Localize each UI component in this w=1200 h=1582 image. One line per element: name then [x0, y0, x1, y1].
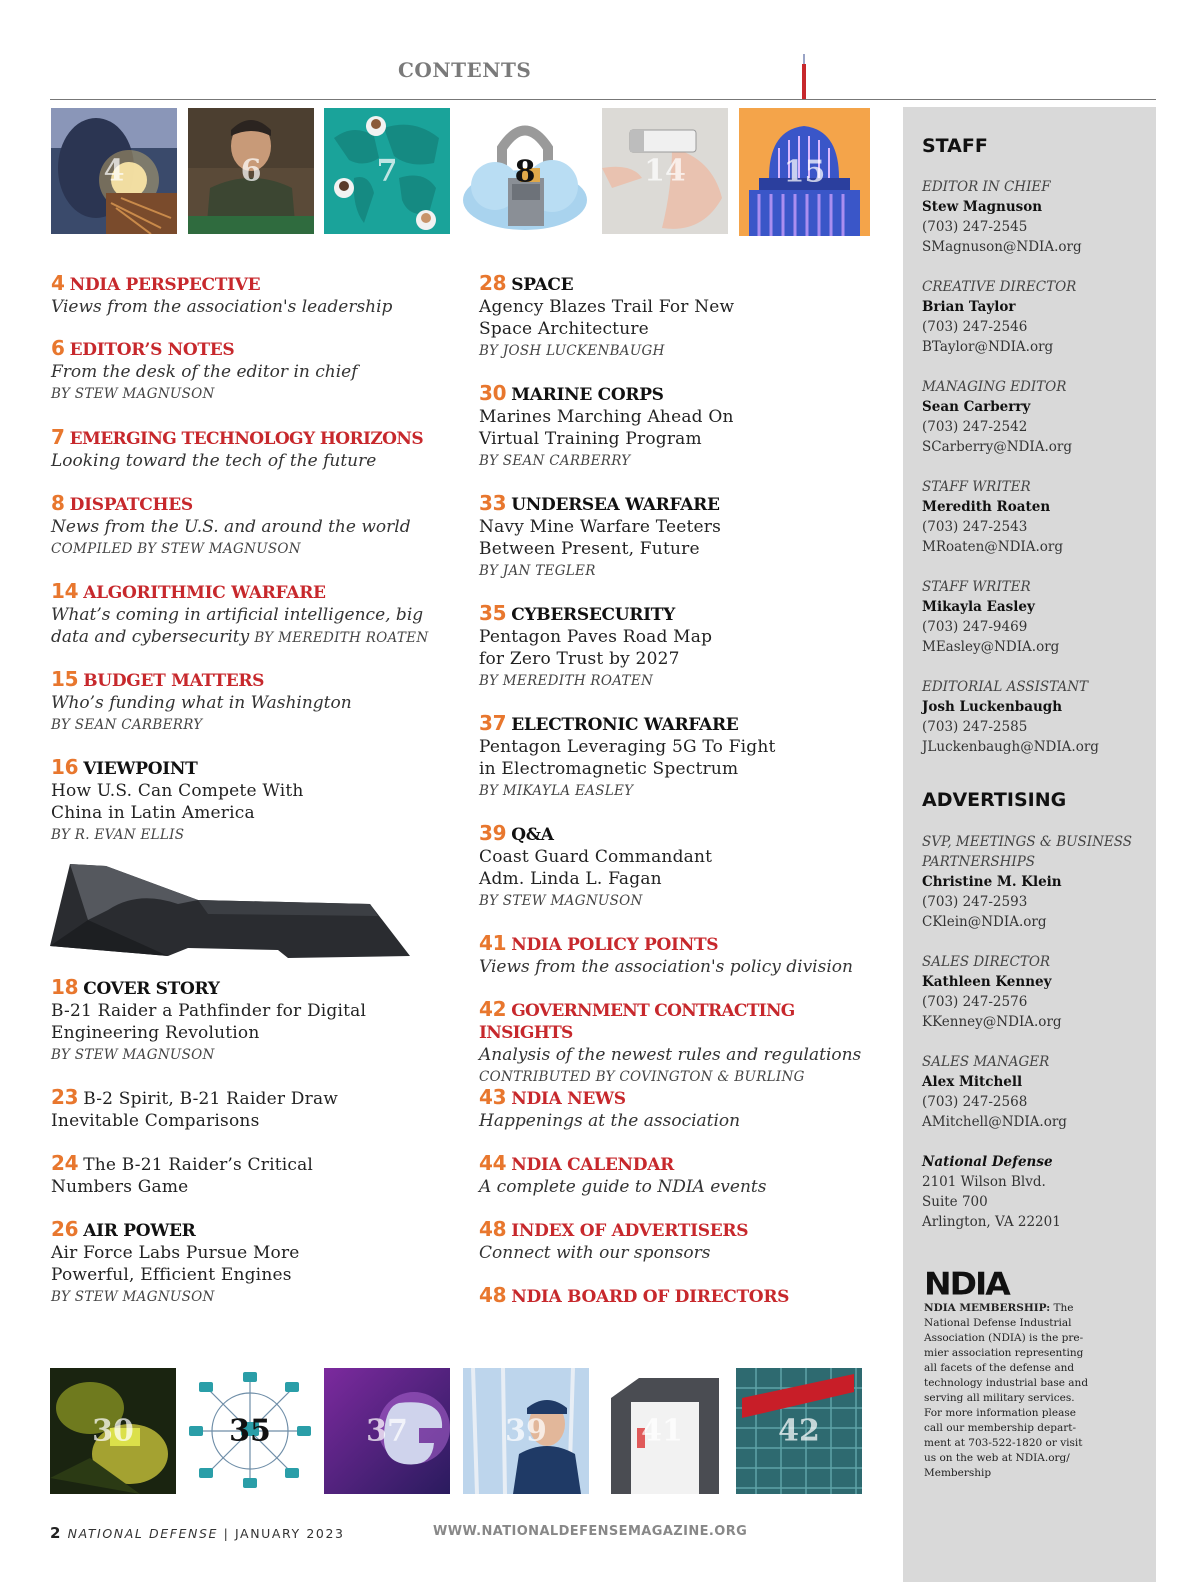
page-number: 42	[479, 997, 507, 1021]
section-title: VIEWPOINT	[83, 759, 198, 779]
staff-contact	[922, 477, 1150, 557]
page-number: 35	[479, 601, 507, 625]
staff-phone: (703) 247-9469	[922, 619, 1028, 635]
page-number: 39	[479, 821, 507, 845]
toc-entry[interactable]	[479, 998, 889, 1088]
membership-line: Membership	[924, 1467, 992, 1479]
thumb-vr-soldier[interactable]	[50, 1368, 176, 1494]
section-title: NDIA BOARD OF DIRECTORS	[511, 1287, 790, 1307]
staff-email[interactable]: MRoaten@NDIA.org	[922, 539, 1064, 555]
thumb-world-network[interactable]	[324, 108, 450, 234]
staff-email[interactable]: CKlein@NDIA.org	[922, 914, 1047, 930]
thumb-usb-drive[interactable]	[602, 108, 728, 234]
toc-entry[interactable]	[51, 492, 471, 560]
byline: BY R. EVAN ELLIS	[51, 827, 185, 843]
thumb-page-number: 6	[240, 153, 262, 189]
membership-line: For more information please	[924, 1407, 1076, 1419]
article-headline: Air Force Labs Pursue More	[51, 1243, 300, 1263]
article-headline: Pentagon Paves Road Map	[479, 627, 713, 647]
article-headline: Agency Blazes Trail For New	[479, 297, 735, 317]
toc-entry[interactable]	[479, 1086, 899, 1132]
page-number: 26	[51, 1217, 79, 1241]
page-number: 37	[479, 711, 507, 735]
section-title: EDITOR’S NOTES	[69, 340, 235, 360]
section-description: Looking toward the tech of the future	[51, 451, 377, 471]
staff-contact	[922, 577, 1150, 657]
staff-role: STAFF WRITER	[922, 479, 1031, 495]
section-title: COVER STORY	[83, 979, 220, 999]
advertising-contact	[922, 832, 1150, 932]
thumb-page-number: 35	[229, 1413, 271, 1449]
staff-email[interactable]: KKenney@NDIA.org	[922, 1014, 1062, 1030]
staff-contact	[922, 377, 1150, 457]
byline: BY JOSH LUCKENBAUGH	[479, 343, 665, 359]
staff-phone: (703) 247-2593	[922, 894, 1028, 910]
folio-magazine-name: NATIONAL DEFENSE	[67, 1526, 219, 1541]
byline: BY MEREDITH ROATEN	[254, 630, 429, 646]
section-description: From the desk of the editor in chief	[51, 362, 358, 382]
header-divider	[50, 99, 1156, 100]
staff-email[interactable]: JLuckenbaugh@NDIA.org	[922, 739, 1099, 755]
section-title: ELECTRONIC WARFARE	[511, 715, 739, 735]
thumb-page-number: 41	[641, 1413, 683, 1449]
thumb-cloud-lock[interactable]	[460, 108, 590, 236]
page-number: 14	[51, 579, 79, 603]
membership-line: ment at 703-522-1820 or visit	[924, 1437, 1083, 1449]
thumb-network[interactable]	[187, 1368, 313, 1494]
staff-name: Stew Magnuson	[922, 199, 1043, 215]
staff-name: Josh Luckenbaugh	[922, 699, 1063, 715]
address-line: 2101 Wilson Blvd.	[922, 1174, 1046, 1190]
folio-issue-date: JANUARY 2023	[234, 1526, 345, 1541]
article-headline: for Zero Trust by 2027	[479, 649, 680, 669]
thumb-page-number: 15	[783, 154, 826, 190]
thumb-capitol[interactable]	[739, 108, 870, 236]
section-title: MARINE CORPS	[511, 385, 664, 405]
toc-entry[interactable]	[479, 1218, 899, 1264]
staff-role: MANAGING EDITOR	[922, 379, 1067, 395]
section-description: Happenings at the association	[479, 1111, 741, 1131]
section-title: ALGORITHMIC WARFARE	[83, 583, 326, 603]
thumb-5g[interactable]	[324, 1368, 450, 1494]
staff-heading: STAFF	[922, 135, 988, 157]
staff-email[interactable]: MEasley@NDIA.org	[922, 639, 1060, 655]
staff-name: Brian Taylor	[922, 299, 1016, 315]
membership-line: us on the web at NDIA.org/	[924, 1452, 1070, 1464]
membership-line: mier association representing	[924, 1347, 1084, 1359]
byline: COMPILED BY STEW MAGNUSON	[51, 541, 301, 557]
thumb-page-number: 37	[366, 1413, 408, 1449]
staff-phone: (703) 247-2576	[922, 994, 1028, 1010]
section-description: What’s coming in artificial intelligence, big	[51, 605, 424, 625]
section-description: Views from the association's leadership	[51, 297, 393, 317]
page-number: 4	[51, 271, 65, 295]
folio	[50, 1524, 345, 1542]
staff-role: SALES MANAGER	[922, 1054, 1050, 1070]
page-number: 8	[51, 491, 65, 515]
thumb-portrait[interactable]	[188, 108, 314, 234]
membership-label: NDIA MEMBERSHIP:	[924, 1302, 1051, 1314]
staff-role: SALES DIRECTOR	[922, 954, 1051, 970]
section-description: Views from the association's policy division	[479, 957, 853, 977]
membership-line: Association (NDIA) is the pre-	[924, 1332, 1084, 1344]
mailing-address	[922, 1152, 1150, 1232]
byline: BY SEAN CARBERRY	[51, 717, 203, 733]
toc-entry[interactable]	[479, 1284, 899, 1308]
toc-entry[interactable]	[479, 382, 899, 472]
article-headline: Virtual Training Program	[479, 429, 702, 449]
staff-contact	[922, 177, 1150, 257]
thumb-page-number: 7	[376, 153, 398, 189]
thumb-huawei[interactable]	[736, 1368, 862, 1494]
section-title: Q&A	[511, 825, 554, 845]
section-title: NDIA POLICY POINTS	[511, 935, 719, 955]
staff-name: Sean Carberry	[922, 399, 1031, 415]
toc-entry[interactable]	[51, 1218, 471, 1308]
page-number: 24	[51, 1151, 79, 1175]
toc-entry[interactable]	[51, 426, 451, 472]
staff-role: CREATIVE DIRECTOR	[922, 279, 1077, 295]
page-number: 18	[51, 975, 79, 999]
staff-role: SVP, MEETINGS & BUSINESS	[922, 834, 1133, 850]
toc-entry[interactable]	[479, 602, 899, 692]
capitol-spire-icon	[800, 54, 808, 100]
toc-entry[interactable]	[51, 1086, 471, 1132]
page-number: 44	[479, 1151, 507, 1175]
page-number: 43	[479, 1085, 507, 1109]
byline: BY STEW MAGNUSON	[51, 386, 215, 402]
address-line: Suite 700	[922, 1194, 988, 1210]
page-number: 33	[479, 491, 507, 515]
section-title: SPACE	[511, 275, 574, 295]
section-description: Analysis of the newest rules and regulations	[479, 1045, 862, 1065]
thumb-page-number: 39	[505, 1413, 547, 1449]
staff-sidebar	[903, 107, 1156, 1582]
staff-email[interactable]: SCarberry@NDIA.org	[922, 439, 1072, 455]
page-number: 6	[51, 336, 65, 360]
section-description: data and cybersecurity	[51, 627, 250, 647]
address-name: National Defense	[922, 1154, 1053, 1170]
staff-name: Christine M. Klein	[922, 874, 1062, 890]
staff-name: Meredith Roaten	[922, 499, 1051, 515]
article-headline: Powerful, Efficient Engines	[51, 1265, 292, 1285]
page-number: 15	[51, 667, 79, 691]
article-headline: Between Present, Future	[479, 539, 700, 559]
section-title: EMERGING TECHNOLOGY HORIZONS	[69, 429, 423, 449]
folio-separator: |	[223, 1526, 230, 1541]
folio-page-number: 2	[50, 1524, 63, 1542]
thumb-page-number: 42	[778, 1413, 820, 1449]
section-description: Who’s funding what in Washington	[51, 693, 352, 713]
staff-contact	[922, 677, 1150, 757]
article-headline: Adm. Linda L. Fagan	[479, 869, 662, 889]
toc-entry[interactable]	[51, 976, 471, 1066]
thumb-welder[interactable]	[51, 108, 177, 234]
advertising-heading: ADVERTISING	[922, 789, 1067, 811]
address-line: Arlington, VA 22201	[922, 1214, 1061, 1230]
thumb-coast-guard[interactable]	[463, 1368, 589, 1494]
website-link[interactable]: WWW.NATIONALDEFENSEMAGAZINE.ORG	[433, 1524, 748, 1539]
staff-name: Alex Mitchell	[922, 1074, 1023, 1090]
staff-phone: (703) 247-2543	[922, 519, 1028, 535]
byline: BY STEW MAGNUSON	[51, 1047, 215, 1063]
toc-entry[interactable]	[479, 492, 899, 582]
page-number: 16	[51, 755, 79, 779]
byline: BY MEREDITH ROATEN	[479, 673, 654, 689]
section-title: BUDGET MATTERS	[83, 671, 265, 691]
byline: BY SEAN CARBERRY	[479, 453, 631, 469]
section-description: A complete guide to NDIA events	[479, 1177, 767, 1197]
article-headline: Navy Mine Warfare Teeters	[479, 517, 722, 537]
article-headline: Coast Guard Commandant	[479, 847, 713, 867]
byline: BY MIKAYLA EASLEY	[479, 783, 634, 799]
article-headline: B-21 Raider a Pathfinder for Digital	[51, 1001, 367, 1021]
article-headline: Numbers Game	[51, 1177, 189, 1197]
staff-role: STAFF WRITER	[922, 579, 1031, 595]
toc-entry[interactable]	[51, 272, 471, 318]
page-number: 28	[479, 271, 507, 295]
staff-name: Mikayla Easley	[922, 599, 1035, 615]
membership-line: serving all military services.	[924, 1392, 1075, 1404]
article-headline: Engineering Revolution	[51, 1023, 260, 1043]
section-title: GOVERNMENT CONTRACTING INSIGHTS	[479, 1001, 795, 1043]
staff-name: Kathleen Kenney	[922, 974, 1052, 990]
staff-phone: (703) 247-2542	[922, 419, 1028, 435]
staff-phone: (703) 247-2568	[922, 1094, 1028, 1110]
section-title: NDIA CALENDAR	[511, 1155, 674, 1175]
thumb-page-number: 4	[103, 153, 125, 189]
toc-entry[interactable]	[51, 756, 471, 846]
section-title: NDIA PERSPECTIVE	[69, 275, 261, 295]
staff-phone: (703) 247-2545	[922, 219, 1028, 235]
ndia-logo: NDIA	[924, 1264, 1009, 1303]
byline: CONTRIBUTED BY COVINGTON & BURLING	[479, 1069, 805, 1085]
toc-entry[interactable]	[479, 272, 899, 362]
thumb-gate[interactable]	[599, 1368, 725, 1494]
page-number: 48	[479, 1217, 507, 1241]
toc-entry[interactable]	[479, 822, 899, 912]
thumb-page-number: 8	[514, 154, 536, 190]
membership-line: technology industrial base and	[924, 1377, 1089, 1389]
section-title: DISPATCHES	[69, 495, 193, 515]
article-headline: in Electromagnetic Spectrum	[479, 759, 739, 779]
staff-email[interactable]: AMitchell@NDIA.org	[922, 1114, 1067, 1130]
membership-line: National Defense Industrial	[924, 1317, 1072, 1329]
thumb-page-number: 30	[92, 1413, 134, 1449]
section-title: NDIA NEWS	[511, 1089, 626, 1109]
toc-entry[interactable]	[51, 337, 471, 405]
page-number: 48	[479, 1283, 507, 1307]
article-headline: Inevitable Comparisons	[51, 1111, 260, 1131]
section-title: CYBERSECURITY	[511, 605, 675, 625]
toc-entry[interactable]	[51, 668, 471, 736]
byline: BY JAN TEGLER	[479, 563, 596, 579]
advertising-contact	[922, 952, 1150, 1032]
toc-entry[interactable]	[51, 1152, 471, 1198]
toc-entry[interactable]	[479, 932, 879, 978]
toc-entry[interactable]	[479, 1152, 899, 1198]
staff-phone: (703) 247-2585	[922, 719, 1028, 735]
article-headline: Space Architecture	[479, 319, 649, 339]
staff-contact	[922, 277, 1150, 357]
article-headline: B-2 Spirit, B-21 Raider Draw	[83, 1089, 339, 1109]
membership-line: The	[1053, 1302, 1074, 1314]
staff-phone: (703) 247-2546	[922, 319, 1028, 335]
page-title: CONTENTS	[398, 58, 532, 82]
article-headline: China in Latin America	[51, 803, 255, 823]
page-number: 30	[479, 381, 507, 405]
section-title: AIR POWER	[83, 1221, 196, 1241]
page-number: 7	[51, 425, 65, 449]
page-number: 41	[479, 931, 507, 955]
membership-line: all facets of the defense and	[924, 1362, 1075, 1374]
membership-line: call our membership depart-	[924, 1422, 1076, 1434]
article-headline: Pentagon Leveraging 5G To Fight	[479, 737, 776, 757]
byline: BY STEW MAGNUSON	[51, 1289, 215, 1305]
advertising-contact	[922, 1052, 1150, 1132]
article-headline: Marines Marching Ahead On	[479, 407, 734, 427]
toc-entry[interactable]	[479, 712, 899, 802]
staff-role: EDITORIAL ASSISTANT	[922, 679, 1089, 695]
b21-bomber-image[interactable]	[48, 860, 412, 962]
thumb-page-number: 14	[644, 153, 686, 189]
staff-email[interactable]: SMagnuson@NDIA.org	[922, 239, 1082, 255]
staff-role: EDITOR IN CHIEF	[922, 179, 1051, 195]
section-description: Connect with our sponsors	[479, 1243, 711, 1263]
section-description: News from the U.S. and around the world	[51, 517, 411, 537]
staff-role: PARTNERSHIPS	[922, 854, 1036, 870]
membership-info	[924, 1301, 1096, 1481]
section-title: UNDERSEA WARFARE	[511, 495, 720, 515]
section-title: INDEX OF ADVERTISERS	[511, 1221, 749, 1241]
article-headline: The B-21 Raider’s Critical	[83, 1155, 314, 1175]
staff-email[interactable]: BTaylor@NDIA.org	[922, 339, 1054, 355]
article-headline: How U.S. Can Compete With	[51, 781, 304, 801]
page-number: 23	[51, 1085, 79, 1109]
toc-entry[interactable]	[51, 580, 471, 649]
byline: BY STEW MAGNUSON	[479, 893, 643, 909]
